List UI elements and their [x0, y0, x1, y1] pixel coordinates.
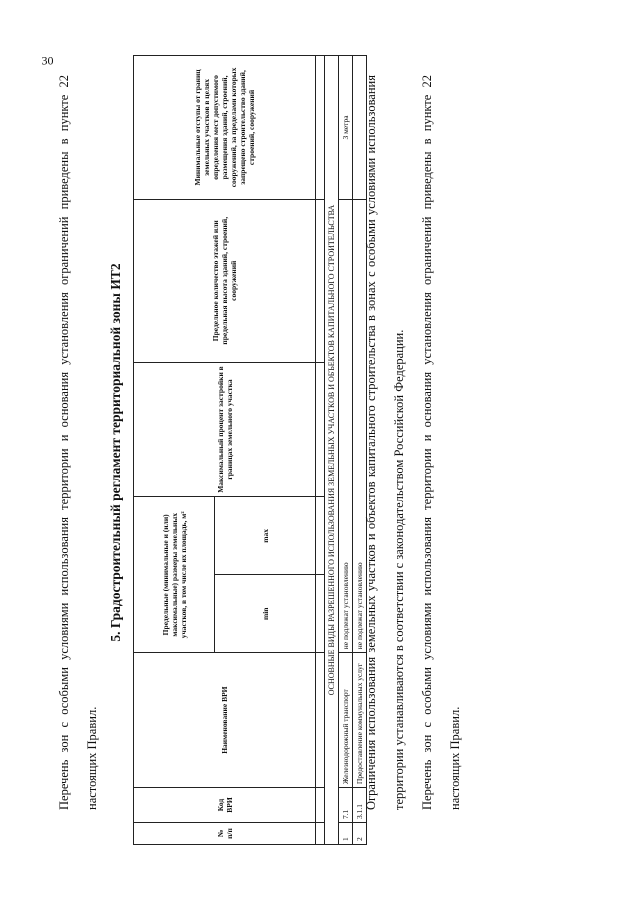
regulation-table	[133, 55, 367, 845]
row-value: не подлежат установлению	[353, 199, 367, 652]
intro-paragraph: Перечень зон с особыми условиями использования территории и основания установления ограничений приведены в пункте 22 настоящих Правил.	[57, 75, 99, 810]
section-title: ОСНОВНЫЕ ВИДЫ РАЗРЕШЕННОГО ИСПОЛЬЗОВАНИЯ ЗЕМЕЛЬНЫХ УЧАСТКОВ И ОБЪЕКТОВ КАПИТАЛЬНОГО СТРОИТЕЛЬСТВА	[325, 56, 339, 845]
row-value: не подлежат установлению	[339, 199, 353, 652]
header-size-max: max	[215, 497, 316, 575]
row-name: Железнодорожный транспорт	[339, 653, 353, 788]
header-size-min: min	[215, 575, 316, 653]
index-row	[316, 56, 325, 845]
row-code: 3.1.1	[353, 788, 367, 823]
row-num: 2	[353, 823, 367, 845]
header-name: Наименование ВРИ	[134, 653, 316, 788]
table-row	[339, 56, 353, 845]
zones-paragraph: Перечень зон с особыми условиями использования территории и основания установления ограничений приведены в пункте 22 настоящих Правил.	[420, 75, 462, 810]
row-name: Предоставление коммунальных услуг	[353, 653, 367, 788]
header-floors: Предельное количество этажей или предельная высота зданий, строений, сооружений	[134, 199, 316, 362]
header-setback: Минимальные отступы от границ земельных участков в целях определения мест допустимого размещения зданий, строений, сооружений, за пределами которых запрещено строительство зданий, строений, сооружений	[134, 56, 316, 200]
header-num: № п/п	[134, 823, 316, 845]
row-setback: 3 метра	[339, 56, 353, 200]
page-number: 30	[41, 53, 54, 68]
restrictions-paragraph: Ограничения использования земельных участков и объектов капитального строительства в зонах с особыми условиями использования территории устанавливаются в соответствии с законодательством Российской Федерации.	[364, 75, 406, 810]
header-size: Предельные (минимальные и (или) максимальные) размеры земельных участков, в том числе их площадь, м²	[134, 497, 215, 653]
header-code: Код ВРИ	[134, 788, 316, 823]
section-heading: 5. Градостроительный регламент территориальной зоны ИТ2	[108, 263, 123, 642]
header-percent: Максимальный процент застройки в границах земельного участка	[134, 362, 316, 497]
row-code: 7.1	[339, 788, 353, 823]
row-num: 1	[339, 823, 353, 845]
